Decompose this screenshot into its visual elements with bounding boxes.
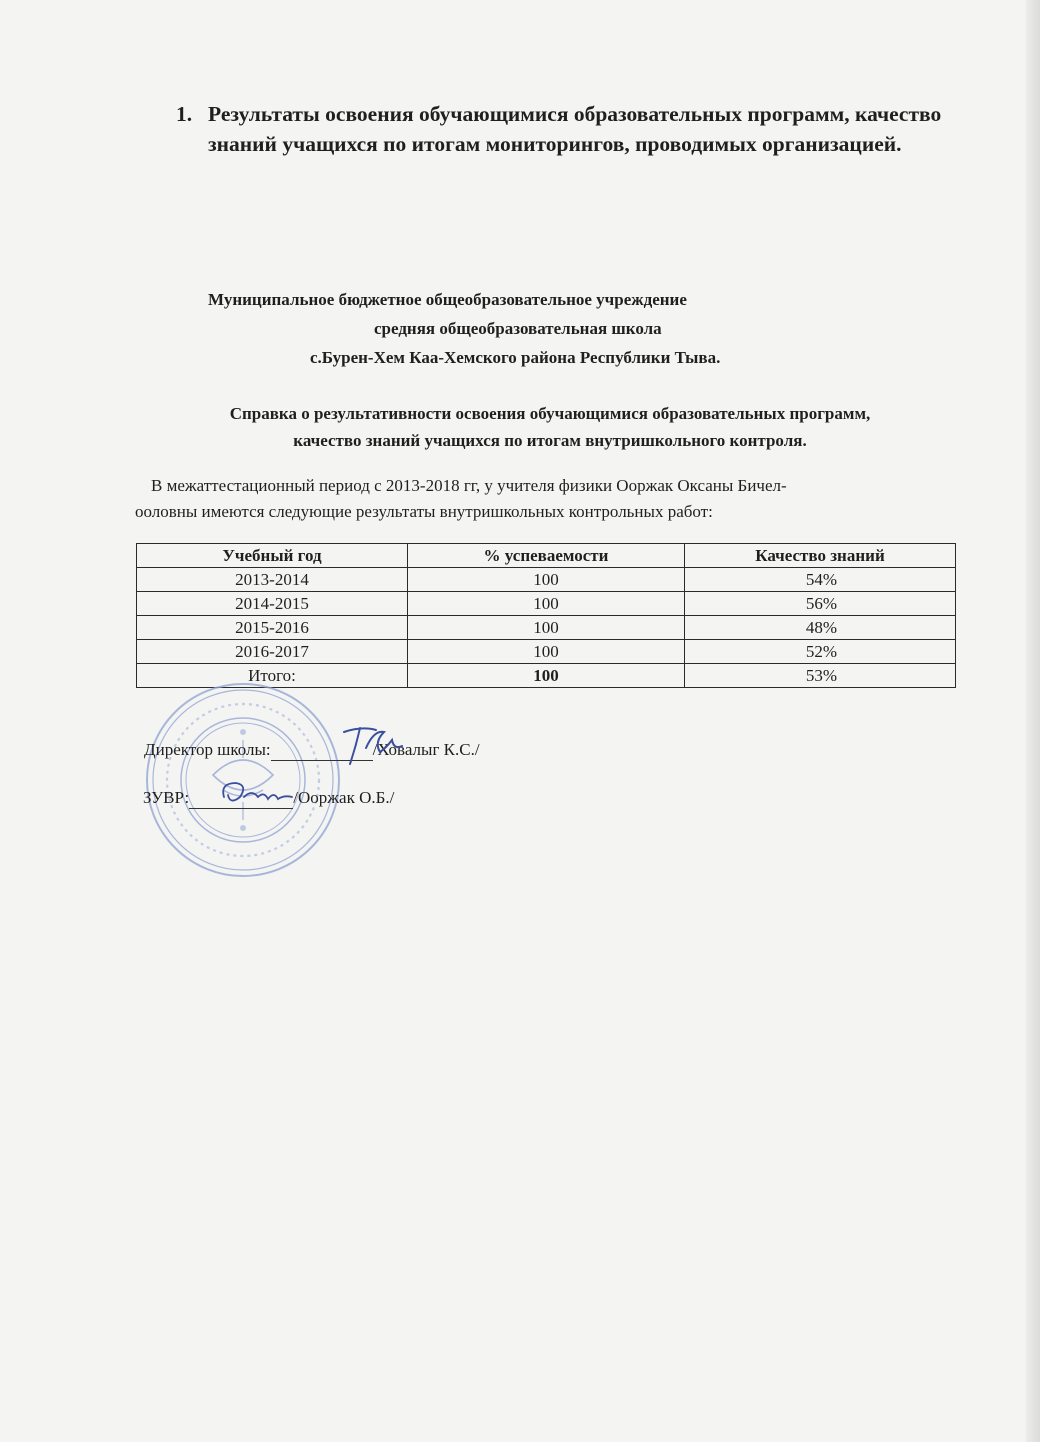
reference-line-2: качество знаний учащихся по итогам внутришкольного контроля. bbox=[293, 431, 807, 450]
deputy-signature-icon bbox=[210, 775, 300, 815]
section-number: 1. bbox=[176, 102, 193, 126]
organization-line-1: Муниципальное бюджетное общеобразовательное учреждение bbox=[208, 290, 687, 309]
cell-quality: 56% bbox=[685, 592, 956, 616]
organization-header bbox=[120, 285, 900, 372]
table-row bbox=[137, 568, 956, 592]
cell-quality: 54% bbox=[685, 568, 956, 592]
reference-line-1: Справка о результативности освоения обучающимися образовательных программ, bbox=[229, 404, 871, 423]
organization-line-2: средняя общеобразовательная школа bbox=[374, 319, 662, 338]
page-edge-shadow bbox=[1026, 0, 1040, 1442]
reference-title bbox=[140, 400, 960, 454]
header-year: Учебный год bbox=[137, 544, 408, 568]
deputy-label: ЗУВР: bbox=[143, 788, 190, 807]
cell-year: 2013-2014 bbox=[137, 568, 408, 592]
cell-progress: 100 bbox=[408, 616, 685, 640]
cell-progress: 100 bbox=[408, 640, 685, 664]
cell-year: 2014-2015 bbox=[137, 592, 408, 616]
deputy-name: /Ооржак О.Б./ bbox=[293, 788, 395, 807]
cell-total-progress: 100 bbox=[408, 664, 685, 688]
intro-paragraph bbox=[135, 473, 965, 525]
director-name: /Ховалыг К.С./ bbox=[372, 740, 480, 759]
organization-line-3: с.Бурен-Хем Каа-Хемского района Республики Тыва. bbox=[310, 348, 721, 367]
header-quality: Качество знаний bbox=[685, 544, 956, 568]
director-signature-line bbox=[144, 740, 480, 761]
cell-progress: 100 bbox=[408, 568, 685, 592]
section-heading bbox=[176, 99, 976, 159]
cell-total-quality: 53% bbox=[685, 664, 956, 688]
table-header-row bbox=[137, 544, 956, 568]
cell-year: 2016-2017 bbox=[137, 640, 408, 664]
cell-total-label: Итого: bbox=[137, 664, 408, 688]
section-title: Результаты освоения обучающимися образовательных программ, качество знаний учащихся по итогам мониторингов, проводимых организацией. bbox=[208, 102, 942, 156]
table-row bbox=[137, 640, 956, 664]
cell-quality: 52% bbox=[685, 640, 956, 664]
table-row bbox=[137, 616, 956, 640]
director-label: Директор школы: bbox=[144, 740, 271, 759]
table-row bbox=[137, 592, 956, 616]
cell-quality: 48% bbox=[685, 616, 956, 640]
intro-line-2: ооловны имеются следующие результаты внутришкольных контрольных работ: bbox=[135, 502, 713, 521]
header-progress: % успеваемости bbox=[408, 544, 685, 568]
director-signature-icon bbox=[326, 722, 416, 772]
intro-line-1: В межаттестационный период с 2013-2018 гг, у учителя физики Ооржак Оксаны Бичел- bbox=[151, 476, 787, 495]
results-table bbox=[136, 543, 956, 688]
cell-year: 2015-2016 bbox=[137, 616, 408, 640]
cell-progress: 100 bbox=[408, 592, 685, 616]
